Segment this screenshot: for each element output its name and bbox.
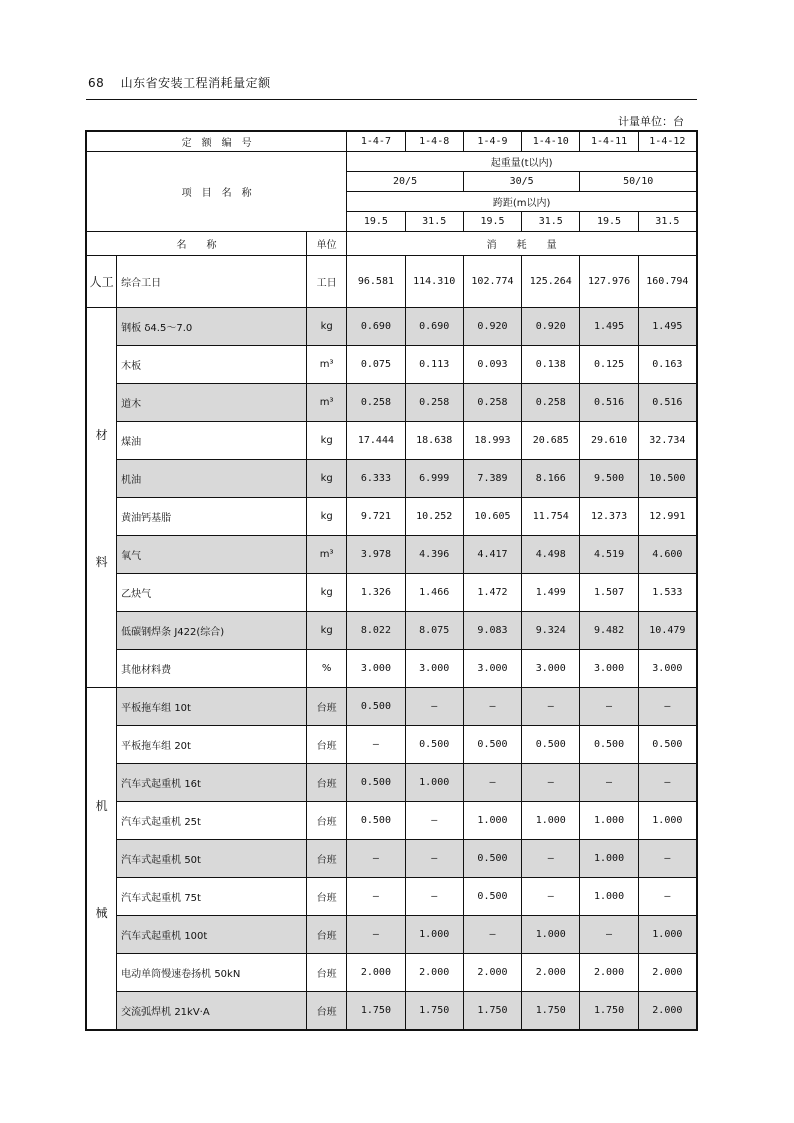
- value-cell: 0.113: [405, 346, 463, 384]
- item-name: 煤油: [117, 422, 307, 460]
- value-cell: 32.734: [638, 422, 696, 460]
- value-cell: 3.978: [347, 536, 405, 574]
- value-cell: 18.638: [405, 422, 463, 460]
- unit-note: 计量单位：台: [618, 115, 684, 128]
- value-cell: 1.000: [522, 916, 580, 954]
- value-cell: 1.750: [522, 992, 580, 1030]
- quota-code-row: [87, 132, 697, 152]
- value-cell: 0.500: [463, 878, 521, 916]
- value-cell: 1.472: [463, 574, 521, 612]
- value-cell: 8.075: [405, 612, 463, 650]
- column-consumption-header: 消 耗 量: [347, 232, 697, 256]
- quota-code: 1-4-9: [463, 132, 521, 152]
- value-cell: —: [347, 916, 405, 954]
- value-cell: 0.500: [463, 726, 521, 764]
- value-cell: 160.794: [638, 256, 696, 308]
- value-cell: —: [638, 878, 696, 916]
- value-cell: —: [347, 840, 405, 878]
- item-unit: kg: [307, 460, 347, 498]
- value-cell: 96.581: [347, 256, 405, 308]
- value-cell: 10.479: [638, 612, 696, 650]
- value-cell: —: [405, 878, 463, 916]
- quota-code: 1-4-11: [580, 132, 638, 152]
- value-cell: 0.500: [522, 726, 580, 764]
- value-cell: —: [463, 688, 521, 726]
- value-cell: 1.750: [463, 992, 521, 1030]
- value-cell: 9.482: [580, 612, 638, 650]
- value-cell: 4.498: [522, 536, 580, 574]
- value-cell: 0.075: [347, 346, 405, 384]
- item-unit: 台班: [307, 840, 347, 878]
- item-unit: m³: [307, 384, 347, 422]
- value-cell: 6.333: [347, 460, 405, 498]
- materials-row: [87, 612, 697, 650]
- value-cell: 17.444: [347, 422, 405, 460]
- value-cell: 3.000: [463, 650, 521, 688]
- value-cell: 1.466: [405, 574, 463, 612]
- value-cell: 0.500: [347, 688, 405, 726]
- value-cell: 1.000: [580, 802, 638, 840]
- item-unit: 台班: [307, 764, 347, 802]
- column-name-header: 名 称: [87, 232, 307, 256]
- value-cell: 3.000: [405, 650, 463, 688]
- item-name: 汽车式起重机 16t: [117, 764, 307, 802]
- value-cell: 11.754: [522, 498, 580, 536]
- value-cell: 4.519: [580, 536, 638, 574]
- item-name: 低碳钢焊条 J422(综合): [117, 612, 307, 650]
- item-name: 电动单筒慢速卷扬机 50kN: [117, 954, 307, 992]
- value-cell: 0.163: [638, 346, 696, 384]
- machinery-row: [87, 840, 697, 878]
- value-cell: 10.252: [405, 498, 463, 536]
- value-cell: 1.499: [522, 574, 580, 612]
- value-cell: 0.125: [580, 346, 638, 384]
- value-cell: 1.326: [347, 574, 405, 612]
- value-cell: —: [580, 688, 638, 726]
- quota-code: 1-4-7: [347, 132, 405, 152]
- item-name: 黄油钙基脂: [117, 498, 307, 536]
- value-cell: 1.750: [405, 992, 463, 1030]
- materials-row: [87, 574, 697, 612]
- span-value: 19.5: [580, 212, 638, 232]
- value-cell: 4.396: [405, 536, 463, 574]
- value-cell: 2.000: [638, 992, 696, 1030]
- value-cell: 0.500: [463, 840, 521, 878]
- machinery-row: [87, 802, 697, 840]
- value-cell: 0.138: [522, 346, 580, 384]
- value-cell: 0.258: [405, 384, 463, 422]
- item-name: 综合工日: [117, 256, 307, 308]
- quota-code: 1-4-10: [522, 132, 580, 152]
- value-cell: 8.022: [347, 612, 405, 650]
- column-header-row: [87, 232, 697, 256]
- value-cell: 2.000: [463, 954, 521, 992]
- value-cell: 1.533: [638, 574, 696, 612]
- machinery-row: [87, 726, 697, 764]
- item-name: 交流弧焊机 21kV·A: [117, 992, 307, 1030]
- value-cell: —: [522, 878, 580, 916]
- value-cell: 114.310: [405, 256, 463, 308]
- machinery-row: [87, 954, 697, 992]
- lifting-label-row: [87, 152, 697, 172]
- span-value: 19.5: [463, 212, 521, 232]
- value-cell: 12.373: [580, 498, 638, 536]
- page-number: 68: [88, 76, 105, 90]
- item-name: 道木: [117, 384, 307, 422]
- value-cell: 0.920: [463, 308, 521, 346]
- value-cell: —: [405, 688, 463, 726]
- span-value: 31.5: [522, 212, 580, 232]
- value-cell: 1.000: [463, 802, 521, 840]
- page-header: [88, 74, 271, 91]
- value-cell: 2.000: [580, 954, 638, 992]
- value-cell: —: [405, 840, 463, 878]
- value-cell: 7.389: [463, 460, 521, 498]
- item-name: 平板拖车组 10t: [117, 688, 307, 726]
- materials-row: [87, 384, 697, 422]
- item-name: 钢板 δ4.5～7.0: [117, 308, 307, 346]
- item-unit: %: [307, 650, 347, 688]
- value-cell: 0.516: [638, 384, 696, 422]
- value-cell: —: [405, 802, 463, 840]
- item-name: 平板拖车组 20t: [117, 726, 307, 764]
- machinery-row: [87, 688, 697, 726]
- machinery-row: [87, 878, 697, 916]
- value-cell: —: [463, 916, 521, 954]
- item-unit: 台班: [307, 954, 347, 992]
- column-unit-header: 单位: [307, 232, 347, 256]
- value-cell: 8.166: [522, 460, 580, 498]
- item-unit: kg: [307, 574, 347, 612]
- item-name: 机油: [117, 460, 307, 498]
- item-name: 乙炔气: [117, 574, 307, 612]
- value-cell: —: [522, 688, 580, 726]
- value-cell: 2.000: [405, 954, 463, 992]
- item-name: 汽车式起重机 75t: [117, 878, 307, 916]
- item-unit: 台班: [307, 992, 347, 1030]
- value-cell: 0.500: [347, 764, 405, 802]
- item-unit: 台班: [307, 688, 347, 726]
- value-cell: 9.083: [463, 612, 521, 650]
- value-cell: —: [638, 840, 696, 878]
- materials-row: [87, 308, 697, 346]
- materials-row: [87, 650, 697, 688]
- value-cell: 3.000: [522, 650, 580, 688]
- value-cell: 1.000: [522, 802, 580, 840]
- lifting-group: 20/5: [347, 172, 464, 192]
- value-cell: 2.000: [522, 954, 580, 992]
- value-cell: 0.258: [347, 384, 405, 422]
- category-char-bottom: 料: [95, 554, 108, 569]
- value-cell: 2.000: [638, 954, 696, 992]
- quota-label: 定 额 编 号: [87, 132, 347, 152]
- value-cell: 4.600: [638, 536, 696, 574]
- span-value: 31.5: [638, 212, 696, 232]
- span-label: 跨距(m以内): [347, 192, 697, 212]
- item-unit: 台班: [307, 916, 347, 954]
- value-cell: —: [638, 688, 696, 726]
- value-cell: 0.500: [347, 802, 405, 840]
- value-cell: 3.000: [347, 650, 405, 688]
- lifting-group: 50/10: [580, 172, 697, 192]
- value-cell: 1.000: [405, 764, 463, 802]
- value-cell: 10.500: [638, 460, 696, 498]
- item-unit: 工日: [307, 256, 347, 308]
- value-cell: 9.721: [347, 498, 405, 536]
- category-char-top: 机: [95, 798, 108, 813]
- value-cell: 0.920: [522, 308, 580, 346]
- materials-row: [87, 536, 697, 574]
- materials-row: [87, 422, 697, 460]
- machinery-row: [87, 916, 697, 954]
- item-unit: kg: [307, 498, 347, 536]
- value-cell: 9.500: [580, 460, 638, 498]
- item-name: 木板: [117, 346, 307, 384]
- value-cell: 3.000: [638, 650, 696, 688]
- item-unit: m³: [307, 346, 347, 384]
- value-cell: 2.000: [347, 954, 405, 992]
- value-cell: 125.264: [522, 256, 580, 308]
- item-unit: 台班: [307, 878, 347, 916]
- item-name: 其他材料费: [117, 650, 307, 688]
- item-unit: kg: [307, 612, 347, 650]
- machinery-row: [87, 992, 697, 1030]
- value-cell: 0.516: [580, 384, 638, 422]
- value-cell: 18.993: [463, 422, 521, 460]
- value-cell: 1.495: [638, 308, 696, 346]
- span-value: 31.5: [405, 212, 463, 232]
- value-cell: —: [638, 764, 696, 802]
- item-unit: m³: [307, 536, 347, 574]
- value-cell: 1.000: [638, 802, 696, 840]
- value-cell: 4.417: [463, 536, 521, 574]
- value-cell: 20.685: [522, 422, 580, 460]
- value-cell: 0.258: [522, 384, 580, 422]
- item-name: 汽车式起重机 50t: [117, 840, 307, 878]
- value-cell: 9.324: [522, 612, 580, 650]
- header-rule: [86, 99, 697, 100]
- value-cell: 10.605: [463, 498, 521, 536]
- materials-row: [87, 460, 697, 498]
- value-cell: 3.000: [580, 650, 638, 688]
- value-cell: 0.690: [347, 308, 405, 346]
- labor-category: 人工: [87, 256, 117, 308]
- value-cell: 1.750: [580, 992, 638, 1030]
- value-cell: 1.495: [580, 308, 638, 346]
- value-cell: 1.000: [405, 916, 463, 954]
- materials-row: [87, 498, 697, 536]
- quota-table: [86, 131, 697, 1030]
- value-cell: 0.258: [463, 384, 521, 422]
- machinery-row: [87, 764, 697, 802]
- lifting-group: 30/5: [463, 172, 580, 192]
- category-char-bottom: 械: [95, 905, 108, 920]
- value-cell: —: [580, 916, 638, 954]
- value-cell: 0.690: [405, 308, 463, 346]
- value-cell: —: [522, 840, 580, 878]
- value-cell: 0.093: [463, 346, 521, 384]
- value-cell: 102.774: [463, 256, 521, 308]
- item-unit: kg: [307, 422, 347, 460]
- lifting-label: 起重量(t以内): [347, 152, 697, 172]
- value-cell: 1.750: [347, 992, 405, 1030]
- value-cell: 29.610: [580, 422, 638, 460]
- category-char-top: 材: [95, 427, 108, 442]
- value-cell: —: [580, 764, 638, 802]
- item-name: 汽车式起重机 100t: [117, 916, 307, 954]
- materials-category: [87, 308, 117, 688]
- value-cell: —: [522, 764, 580, 802]
- value-cell: —: [347, 878, 405, 916]
- value-cell: 1.000: [638, 916, 696, 954]
- item-name: 汽车式起重机 25t: [117, 802, 307, 840]
- machinery-category: [87, 688, 117, 1030]
- value-cell: 1.507: [580, 574, 638, 612]
- item-unit: kg: [307, 308, 347, 346]
- value-cell: 12.991: [638, 498, 696, 536]
- value-cell: —: [463, 764, 521, 802]
- value-cell: 6.999: [405, 460, 463, 498]
- value-cell: 1.000: [580, 878, 638, 916]
- value-cell: —: [347, 726, 405, 764]
- book-title: 山东省安装工程消耗量定额: [120, 76, 271, 90]
- value-cell: 1.000: [580, 840, 638, 878]
- value-cell: 0.500: [405, 726, 463, 764]
- item-unit: 台班: [307, 802, 347, 840]
- span-value: 19.5: [347, 212, 405, 232]
- item-name: 氧气: [117, 536, 307, 574]
- item-label: 项 目 名 称: [87, 152, 347, 232]
- item-unit: 台班: [307, 726, 347, 764]
- value-cell: 0.500: [638, 726, 696, 764]
- quota-code: 1-4-12: [638, 132, 696, 152]
- quota-code: 1-4-8: [405, 132, 463, 152]
- labor-row: [87, 256, 697, 308]
- value-cell: 0.500: [580, 726, 638, 764]
- value-cell: 127.976: [580, 256, 638, 308]
- materials-row: [87, 346, 697, 384]
